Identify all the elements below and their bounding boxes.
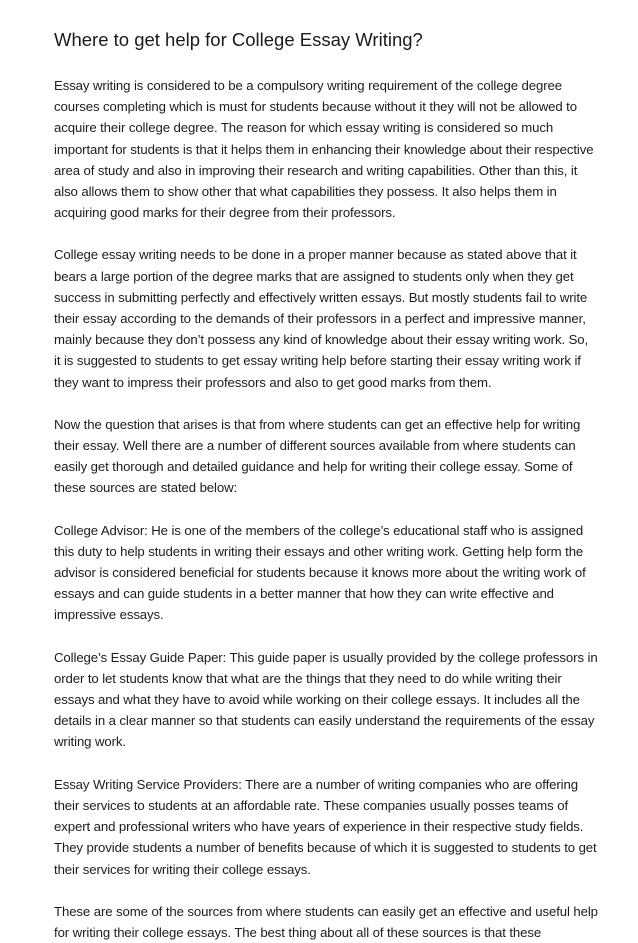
paragraph-proper-manner: College essay writing needs to be done in a proper manner because as stated above that it bears a large portion of the degree marks that are assigned to students only when they get success in submitting perfectly and effectively written essays. But mostly students fail to write their essay according to the demands of their professors in a perfect and impressive manner, mainly because they don’t possess any kind of knowledge about their essay writing work. So, it is suggested to students to get essay writing help before starting their essay writing work if they want to impress their professors and also to get good marks from them. [54, 247, 589, 390]
paragraph-college-advisor: College Advisor: He is one of the members of the college’s educational staff who is assigned this duty to help students in writing their essays and other writing work. Getting help form the advisor is considered beneficial for students because it knows more about the writing work of essays and can guide students in a better manner that how they can write effective and impressive essays. [54, 522, 586, 623]
page-title: Where to get help for College Essay Writing? [54, 29, 423, 50]
paragraph-conclusion: These are some of the sources from where students can easily get an effective and useful help for writing their college essays. The best thing about all of these sources is that these [54, 903, 598, 940]
paragraph-essay-guide-paper: College’s Essay Guide Paper: This guide paper is usually provided by the college professors in order to let students know that what are the things that they need to do while writing their essays and what they have to avoid while working on their college essays. It includes all the details in a clear manner so that students can easily understand the requirements of the essay writing work. [54, 649, 598, 750]
paragraph-writing-service-providers: Essay Writing Service Providers: There are a number of writing companies who are offering their services to students at an affordable rate. These companies usually posses teams of expert and professional writers who have years of experience in their respective study fields. They provide students a number of benefits because of which it is suggested to students to get their services for writing their college essays. [54, 776, 597, 877]
paragraph-sources-question: Now the question that arises is that from where students can get an effective help for writing their essay. Well there are a number of different sources available from where students can easily get thorough and detailed guidance and help for writing their college essay. Some of these sources are stated below: [54, 416, 581, 496]
paragraph-intro: Essay writing is considered to be a compulsory writing requirement of the college degree courses completing which is must for students because without it they will not be allowed to acquire their college degree. The reason for which essay writing is considered so much important for students is that it helps them in enhancing their knowledge about their respective area of study and also in improving their research and writing capabilities. Other than this, it also allows them to show other that what capabilities they possess. It also helps them in acquiring good marks for their degree from their professors. [54, 78, 594, 221]
